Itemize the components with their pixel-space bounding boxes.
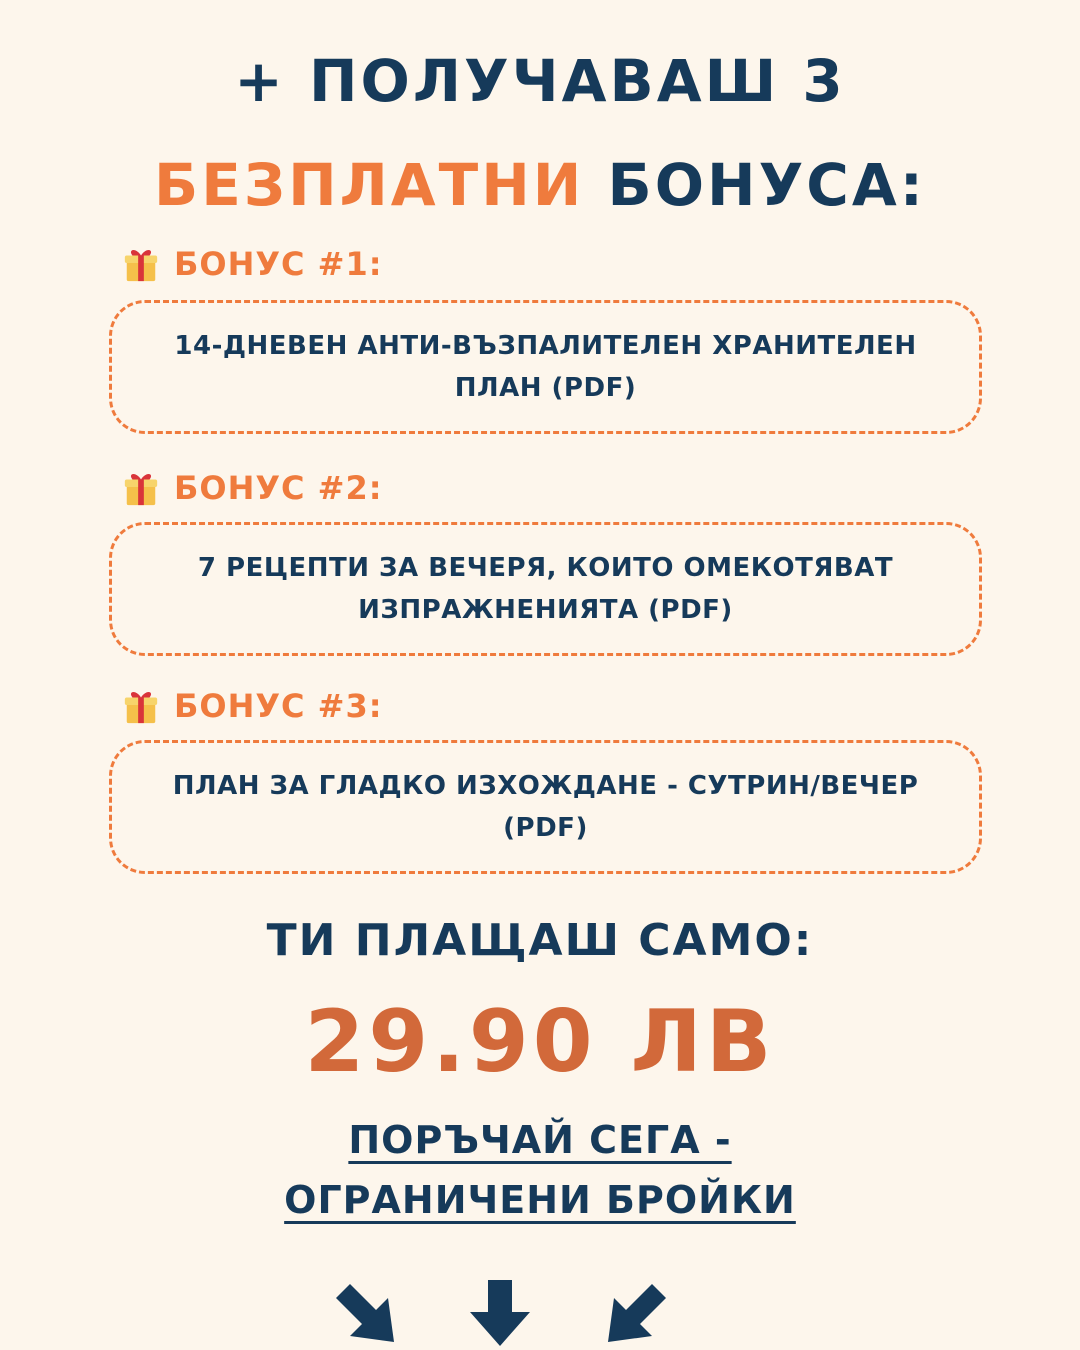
gift-icon: [122, 469, 160, 507]
limited-stock-link[interactable]: [0, 1178, 1080, 1222]
headline-accent: БЕЗПЛАТНИ: [154, 151, 585, 219]
bonus-1-text-line1: 14-ДНЕВЕН АНТИ-ВЪЗПАЛИТЕЛЕН ХРАНИТЕЛЕН: [174, 331, 917, 361]
bonus-2-text-line2: ИЗПРАЖНЕНИЯТА (PDF): [358, 595, 733, 625]
bonus-2-label: [122, 466, 383, 510]
bonus-3-label: [122, 684, 383, 728]
pay-label: ТИ ПЛАЩАШ САМО:: [266, 915, 814, 966]
bonus-3-text-line1: ПЛАН ЗА ГЛАДКО ИЗХОЖДАНЕ - СУТРИН/ВЕЧЕР: [172, 771, 919, 801]
headline-line-1: + ПОЛУЧАВАШ 3: [234, 47, 846, 115]
bonus-3-text-line2: (PDF): [503, 813, 588, 843]
order-now-link-line1[interactable]: ПОРЪЧАЙ СЕГА -: [348, 1118, 732, 1162]
arrow-down-right-icon: [330, 1278, 402, 1350]
headline-line-2: [0, 150, 1080, 220]
bonus-1-text-line2: ПЛАН (PDF): [454, 373, 637, 403]
headline-rest: БОНУСА:: [584, 151, 926, 219]
price: 29.90 ЛВ: [304, 992, 776, 1092]
gift-icon: [122, 687, 160, 725]
bonus-2-text-line1: 7 РЕЦЕПТИ ЗА ВЕЧЕРЯ, КОИТО ОМЕКОТЯВАТ: [197, 553, 894, 583]
order-now-link[interactable]: [0, 1118, 1080, 1162]
order-now-link-line2[interactable]: ОГРАНИЧЕНИ БРОЙКИ: [284, 1178, 796, 1222]
gift-icon: [122, 245, 160, 283]
bonus-1-label: [122, 242, 383, 286]
bonus-1-box: [109, 300, 982, 434]
bonus-3-label-text: БОНУС #3:: [174, 687, 383, 725]
bonus-3-box: [109, 740, 982, 874]
bonus-1-label-text: БОНУС #1:: [174, 245, 383, 283]
bonus-2-label-text: БОНУС #2:: [174, 469, 383, 507]
arrow-down-left-icon: [600, 1278, 672, 1350]
bonus-2-box: [109, 522, 982, 656]
arrow-down-icon: [464, 1278, 536, 1350]
